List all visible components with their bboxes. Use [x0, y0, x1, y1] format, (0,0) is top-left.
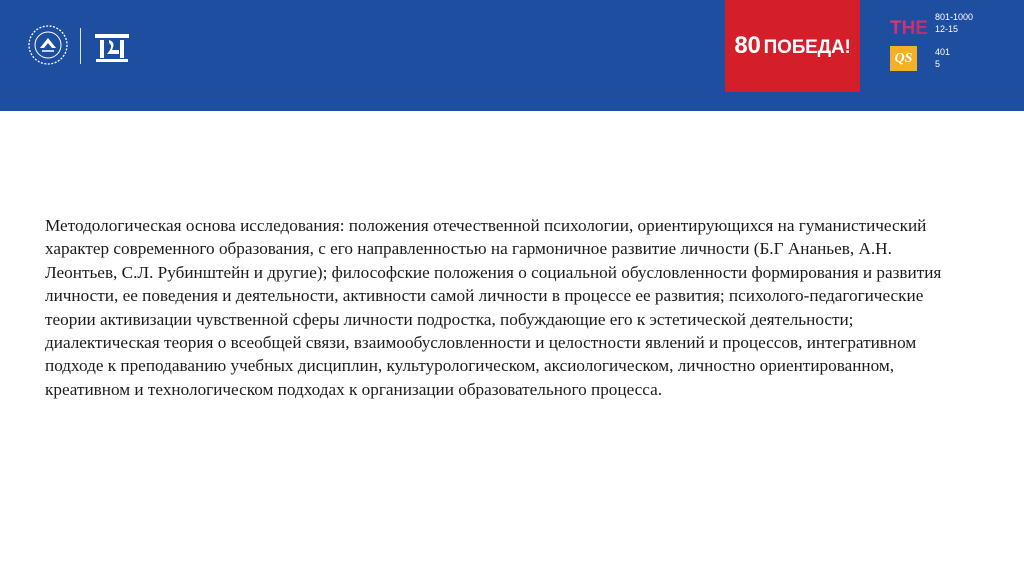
- the-ranking-values: [935, 11, 973, 35]
- university-emblem-icon[interactable]: [26, 23, 70, 67]
- the-rank-subrange: 12-15: [935, 24, 959, 34]
- qs-rank-subvalue: 5: [935, 59, 941, 69]
- qs-rank-value: 401: [935, 47, 951, 57]
- qs-ranking-values: [935, 46, 950, 70]
- victory-80-banner[interactable]: [725, 0, 860, 92]
- the-ranking-icon: [889, 12, 928, 39]
- temple-logo-icon[interactable]: [92, 28, 132, 64]
- the-rank-range: 801-1000: [935, 12, 974, 22]
- logo-divider: [80, 28, 81, 64]
- victory-word: ПОБЕДА!: [763, 37, 851, 58]
- victory-number: 80: [734, 32, 761, 59]
- the-logo-text: THE: [890, 18, 928, 39]
- header-bar: [0, 0, 1024, 111]
- methodology-paragraph: Методологическая основа исследования: положения отечественной психологии, ориентирующихся на гуманистический характер современного образования, с его направленностью на гармоничное развитие личности (Б.Г Ананьев, А.Н. Леонтьев, С.Л. Рубинштейн и другие); философские положения о социальной обусловленности формирования и развития личности, ее поведения и деятельности, активности самой личности в процессе ее развития; психолого-педагогические теории активизации чувственной сферы личности подростка, побуждающие его к эстетической деятельности; диалектическая теория о всеобщей связи, взаимообусловленности и целостности явлений и процессов, интегративном подходе к преподаванию учебных дисциплин, культурологическом, аксиологическом, личностно ориентированном, креативном и технологическом подходах к организации образовательного процесса.: [45, 216, 942, 399]
- victory-banner-text: [734, 32, 850, 60]
- qs-ranking-icon: QS: [890, 46, 917, 71]
